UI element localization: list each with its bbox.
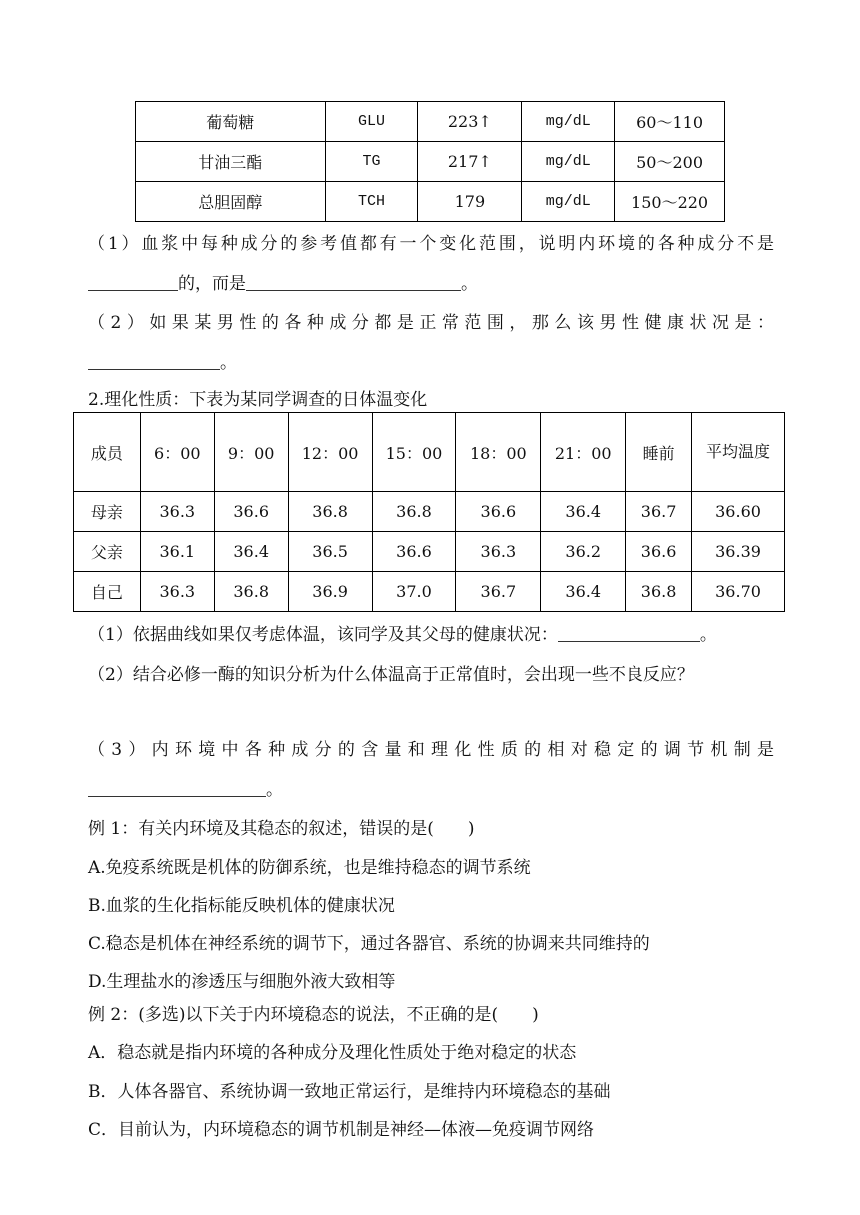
column-header: 15：00: [372, 413, 456, 492]
table-header-row: [74, 413, 785, 492]
table-cell: 母亲: [74, 492, 141, 532]
question-text: 。: [220, 353, 237, 373]
section-title: 2.理化性质：下表为某同学调查的日体温变化: [88, 390, 428, 410]
temp-question-1: [88, 620, 774, 645]
table-cell: 36.7: [456, 572, 541, 612]
table-row: [74, 532, 785, 572]
blood-test-table: [135, 101, 725, 222]
table-cell: 36.8: [288, 492, 372, 532]
table-cell: 36.1: [140, 532, 214, 572]
table-cell: 36.3: [140, 492, 214, 532]
table-cell: mg/dL: [522, 102, 615, 142]
table-cell: 36.8: [626, 572, 692, 612]
column-header: 21：00: [541, 413, 626, 492]
temp-question-3-line-2: [88, 775, 774, 800]
table-cell: 217↑: [418, 142, 522, 182]
temp-question-2: （2）结合必修一酶的知识分析为什么体温高于正常值时，会出现一些不良反应？: [88, 665, 694, 685]
example-2-option-b: B．人体各器官、系统协调一致地正常运行，是维持内环境稳态的基础: [88, 1082, 611, 1102]
table-cell: 36.6: [214, 492, 288, 532]
example-1-option-b: B.血浆的生化指标能反映机体的健康状况: [88, 896, 395, 916]
column-header: 平均温度: [692, 413, 785, 492]
table-cell: 总胆固醇: [136, 182, 326, 222]
example-2-option-a: A．稳态就是指内环境的各种成分及理化性质处于绝对稳定的状态: [88, 1043, 577, 1063]
column-header: 12：00: [288, 413, 372, 492]
table-cell: 36.6: [626, 532, 692, 572]
temp-question-3-line-1: （3）内环境中各种成分的含量和理化性质的相对稳定的调节机制是: [88, 740, 774, 760]
table-cell: 150～220: [615, 182, 725, 222]
table-cell: 179: [418, 182, 522, 222]
table-cell: 36.4: [541, 492, 626, 532]
table-cell: 36.5: [288, 532, 372, 572]
table-cell: 223↑: [418, 102, 522, 142]
table-cell: 自己: [74, 572, 141, 612]
question-2-line-2: [88, 348, 774, 373]
answer-blank[interactable]: [88, 274, 178, 291]
table-row: [74, 492, 785, 532]
table-cell: 36.9: [288, 572, 372, 612]
table-cell: 36.70: [692, 572, 785, 612]
table-cell: 36.8: [214, 572, 288, 612]
table-cell: 36.8: [372, 492, 456, 532]
column-header: 6：00: [140, 413, 214, 492]
answer-blank[interactable]: [88, 353, 220, 370]
table-cell: 甘油三酯: [136, 142, 326, 182]
question-text: 。: [461, 274, 478, 294]
temperature-table: [73, 412, 785, 612]
table-cell: mg/dL: [522, 182, 615, 222]
example-1-option-c: C.稳态是机体在神经系统的调节下，通过各器官、系统的协调来共同维持的: [88, 934, 650, 954]
table-cell: 36.2: [541, 532, 626, 572]
example-1-option-d: D.生理盐水的渗透压与细胞外液大致相等: [88, 972, 396, 992]
table-cell: 36.6: [456, 492, 541, 532]
answer-blank[interactable]: [88, 780, 266, 797]
table-cell: 36.3: [456, 532, 541, 572]
table-cell: 36.7: [626, 492, 692, 532]
table-cell: GLU: [325, 102, 418, 142]
column-header: 9：00: [214, 413, 288, 492]
example-2-option-c: C．目前认为，内环境稳态的调节机制是神经—体液—免疫调节网络: [88, 1120, 595, 1140]
column-header: 睡前: [626, 413, 692, 492]
answer-blank[interactable]: [246, 274, 461, 291]
table-cell: 36.39: [692, 532, 785, 572]
question-text: （1）依据曲线如果仅考虑体温，该同学及其父母的健康状况：: [88, 625, 558, 645]
table-cell: TCH: [325, 182, 418, 222]
example-1-stem: 例 1：有关内环境及其稳态的叙述，错误的是( ): [88, 819, 475, 839]
question-1-line-1: （1）血浆中每种成分的参考值都有一个变化范围，说明内环境的各种成分不是: [88, 234, 774, 254]
table-cell: mg/dL: [522, 142, 615, 182]
table-cell: 60～110: [615, 102, 725, 142]
answer-blank[interactable]: [558, 625, 700, 642]
question-text: 。: [266, 780, 283, 800]
column-header: 18：00: [456, 413, 541, 492]
table-cell: 36.4: [214, 532, 288, 572]
question-text: 的，而是: [178, 274, 246, 294]
table-row: [136, 182, 725, 222]
table-row: [136, 142, 725, 182]
question-text: 。: [699, 625, 717, 645]
table-cell: 50～200: [615, 142, 725, 182]
table-row: [74, 572, 785, 612]
table-cell: 36.60: [692, 492, 785, 532]
table-cell: 36.3: [140, 572, 214, 612]
table-cell: 36.6: [372, 532, 456, 572]
table-cell: 36.4: [541, 572, 626, 612]
example-1-option-a: A.免疫系统既是机体的防御系统，也是维持稳态的调节系统: [88, 858, 531, 878]
table-cell: TG: [325, 142, 418, 182]
table-cell: 父亲: [74, 532, 141, 572]
table-row: [136, 102, 725, 142]
table-cell: 葡萄糖: [136, 102, 326, 142]
question-2-line-1: （2）如果某男性的各种成分都是正常范围，那么该男性健康状况是：: [88, 313, 774, 333]
column-header: 成员: [74, 413, 141, 492]
example-2-stem: 例 2：(多选)以下关于内环境稳态的说法，不正确的是( ): [88, 1005, 539, 1025]
question-1-line-2: [88, 269, 774, 294]
table-cell: 37.0: [372, 572, 456, 612]
